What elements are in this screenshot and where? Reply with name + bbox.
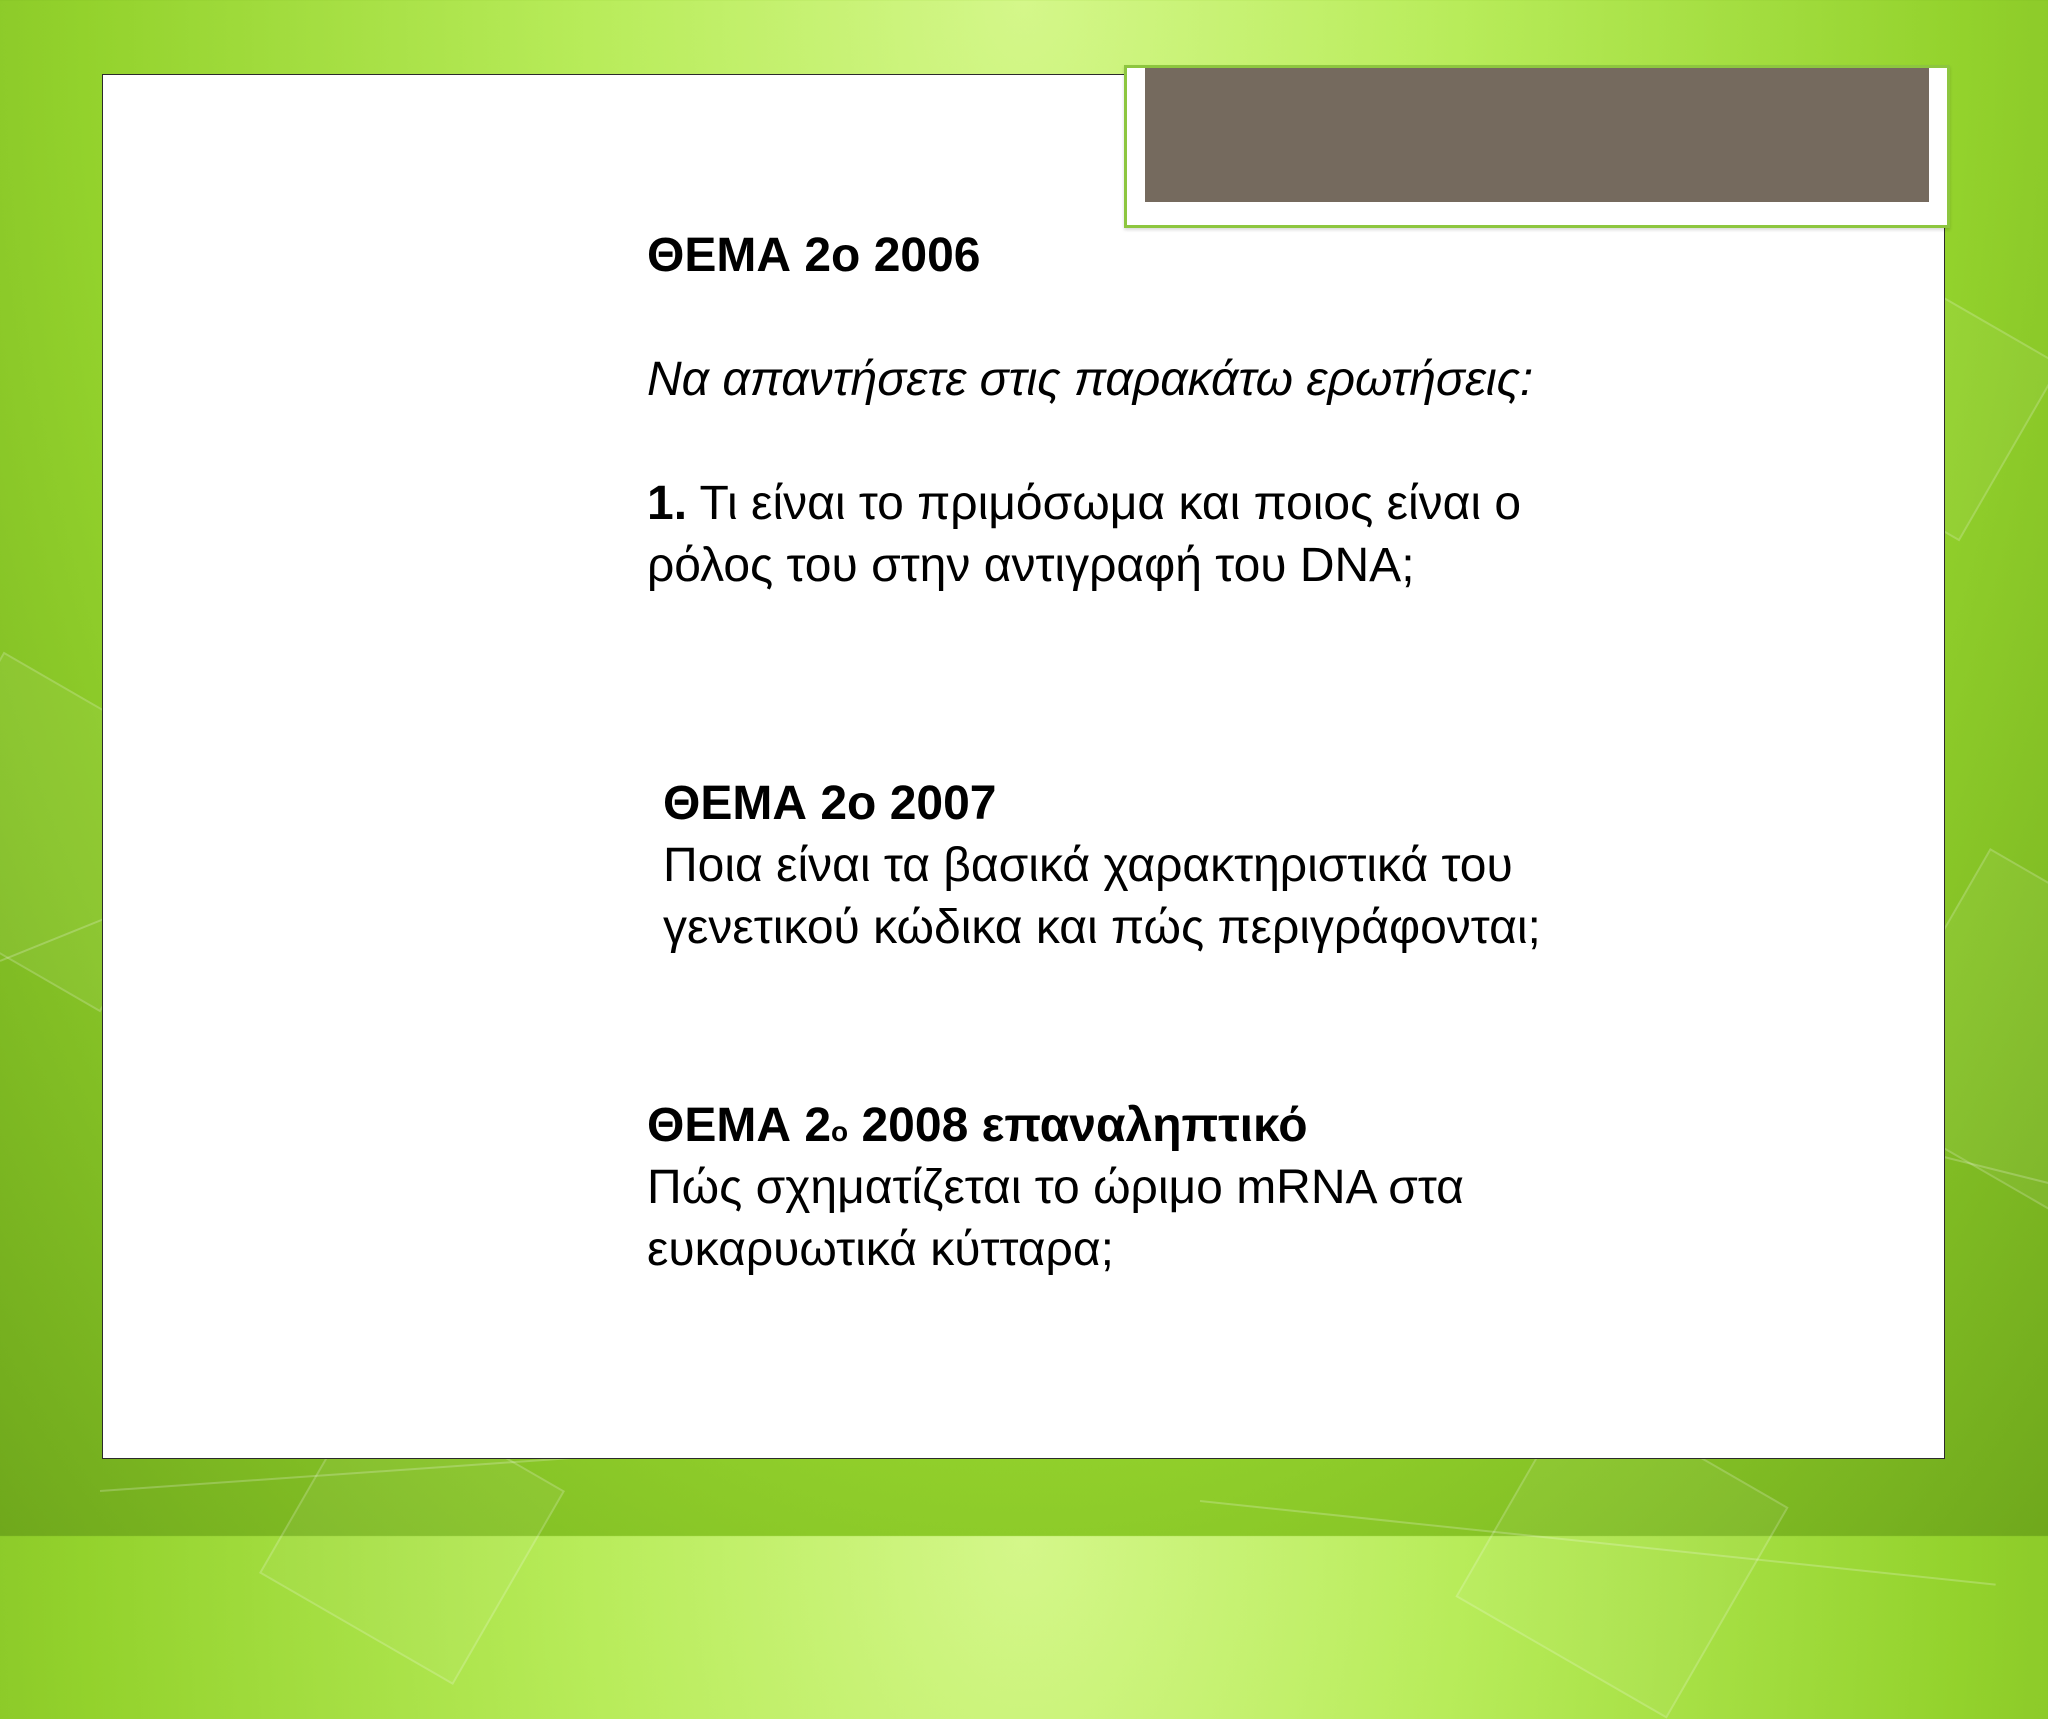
section-2006-heading: ΘΕΜΑ 2ο 2006 [647, 229, 981, 282]
section-2008-heading-suffix: 2008 επαναληπτικό [848, 1099, 1308, 1152]
section-2007-line-1: Ποια είναι τα βασικά χαρακτηριστικά του [663, 839, 1513, 892]
title-tab-fill [1145, 68, 1929, 202]
title-tab [1124, 65, 1950, 228]
section-2006-instruction: Να απαντήσετε στις παρακάτω ερωτήσεις: [647, 353, 1534, 406]
question-1-number: 1. [647, 477, 688, 530]
question-1-text: Τι είναι το πριμόσωμα και ποιος είναι ο [687, 477, 1522, 530]
spacer [647, 287, 1533, 349]
question-1-line-1 [647, 473, 1533, 535]
spacer [647, 411, 1533, 473]
section-2007 [663, 773, 1541, 959]
section-2006 [647, 225, 1533, 597]
section-2008-heading [647, 1095, 1464, 1157]
section-2008 [647, 1095, 1464, 1281]
section-2008-line-2: ευκαρυωτικά κύτταρα; [647, 1223, 1114, 1276]
section-2008-line-1: Πώς σχηματίζεται το ώριμο mRNA στα [647, 1161, 1464, 1214]
section-2008-heading-superscript: ο [831, 1116, 849, 1147]
slide-content-panel [102, 74, 1945, 1459]
section-2008-heading-prefix: ΘΕΜΑ 2 [647, 1099, 832, 1152]
section-2007-line-2: γενετικού κώδικα και πώς περιγράφονται; [663, 901, 1541, 954]
question-1-line-2: ρόλος του στην αντιγραφή του DNA; [647, 539, 1415, 592]
section-2007-heading: ΘΕΜΑ 2ο 2007 [663, 777, 997, 830]
